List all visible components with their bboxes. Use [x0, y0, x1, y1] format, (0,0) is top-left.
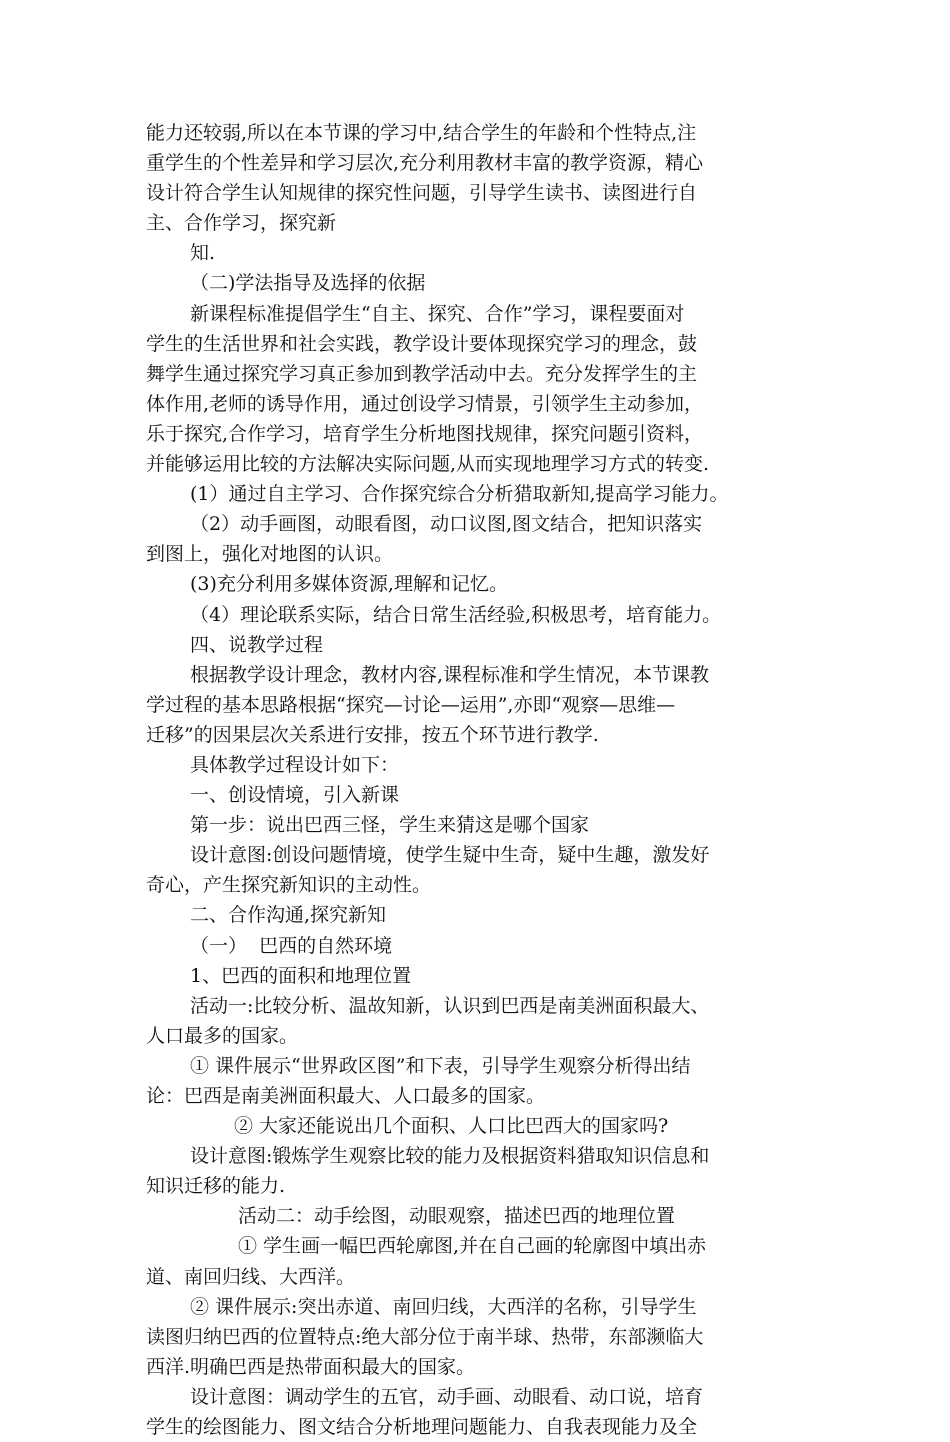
text-line: 人口最多的国家。 [146, 1024, 299, 1047]
text-line: 活动二：动手绘图，动眼观察，描述巴西的地理位置 [238, 1205, 676, 1228]
text-line: 新课程标准提倡学生“自主、探究、合作”学习，课程要面对 [190, 302, 685, 325]
text-line: 到图上，强化对地图的认识。 [146, 543, 394, 566]
list-item: ① 课件展示“世界政区图”和下表，引导学生观察分析得出结 [190, 1054, 691, 1077]
list-item: ② 大家还能说出几个面积、人口比巴西大的国家吗? [234, 1115, 669, 1138]
text-line: 奇心，产生探究新知识的主动性。 [146, 874, 432, 897]
text-line: 西洋.明确巴西是热带面积最大的国家。 [146, 1355, 476, 1378]
text-line: 学生的生活世界和社会实践，教学设计要体现探究学习的理念，鼓 [146, 332, 698, 355]
text-line: 根据教学设计理念，教材内容,课程标准和学生情况，本节课教 [190, 663, 710, 686]
text-line: 主、合作学习，探究新 [146, 212, 337, 235]
text-line: 重学生的个性差异和学习层次,充分利用教材丰富的教学资源，精心 [146, 152, 704, 175]
text-line: 乐于探究,合作学习，培育学生分析地图找规律，探究问题引资料， [146, 422, 704, 445]
text-line: 设计意图:创设问题情境，使学生疑中生奇，疑中生趣，激发好 [190, 844, 710, 867]
text-line: 知识迁移的能力. [146, 1175, 286, 1198]
text-line: 并能够运用比较的方法解决实际问题,从而实现地理学习方式的转变. [146, 453, 710, 476]
document-body [146, 118, 810, 1442]
text-line: 能力还较弱,所以在本节课的学习中,结合学生的年龄和个性特点,注 [146, 122, 697, 144]
text-line: 设计意图：调动学生的五官，动手画、动眼看、动口说，培育 [190, 1385, 704, 1408]
text-line: 知. [190, 242, 216, 265]
text-line: 道、南回归线、大西洋。 [146, 1265, 356, 1288]
text-line: 舞学生通过探究学习真正参加到教学活动中去。充分发挥学生的主 [146, 362, 698, 385]
section-heading: （一） 巴西的自然环境 [190, 934, 393, 957]
text-line: 设计意图:锻炼学生观察比较的能力及根据资料猎取知识信息和 [190, 1145, 710, 1168]
list-item: ① 学生画一幅巴西轮廓图,并在自己画的轮廓图中填出赤 [238, 1235, 707, 1258]
text-line: 学生的绘图能力、图文结合分析地理问题能力、自我表现能力及全 [146, 1416, 698, 1439]
section-heading: 一、创设情境，引入新课 [190, 784, 400, 807]
text-line: 第一步：说出巴西三怪，学生来猜这是哪个国家 [190, 814, 590, 837]
section-heading: （二)学法指导及选择的依据 [190, 272, 426, 295]
text-line: 论：巴西是南美洲面积最大、人口最多的国家。 [146, 1085, 546, 1107]
text-line: 体作用,老师的诱导作用，通过创设学习情景，引领学生主动参加， [146, 392, 704, 415]
list-item: ② 课件展示:突出赤道、南回归线，大西洋的名称，引导学生 [190, 1295, 697, 1318]
text-line: 设计符合学生认知规律的探究性问题，引导学生读书、读图进行自 [146, 182, 698, 205]
text-line: 具体教学过程设计如下： [190, 753, 400, 776]
list-item: （4）理论联系实际，结合日常生活经验,积极思考，培育能力。 [190, 603, 722, 626]
text-line: 活动一:比较分析、温故知新，认识到巴西是南美洲面积最大、 [190, 994, 710, 1017]
text-line: 读图归纳巴西的位置特点:绝大部分位于南半球、热带，东部濒临大 [146, 1325, 704, 1348]
text-line: 迁移”的因果层次关系进行安排，按五个环节进行教学. [146, 723, 599, 746]
section-heading: 二、合作沟通,探究新知 [190, 904, 387, 927]
list-item: (1）通过自主学习、合作探究综合分析猎取新知,提高学习能力。 [190, 483, 729, 506]
text-line: 学过程的基本思路根据“探究—讨论—运用”,亦即“观察—思维— [146, 693, 676, 716]
list-item: （2）动手画图，动眼看图，动口议图,图文结合，把知识落实 [190, 513, 703, 536]
list-item: (3)充分利用多媒体资源,理解和记忆。 [190, 573, 508, 596]
section-heading: 1、巴西的面积和地理位置 [190, 964, 412, 987]
section-heading: 四、说教学过程 [190, 633, 324, 656]
